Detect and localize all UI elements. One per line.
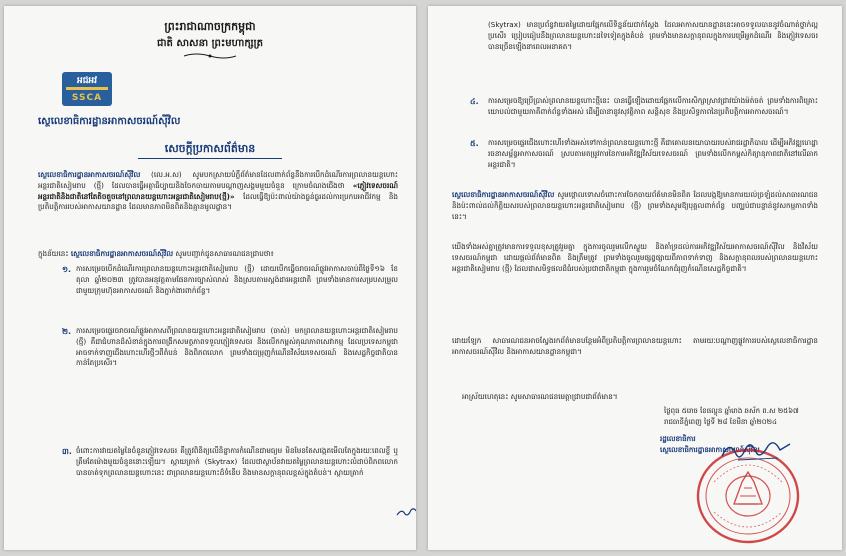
ssca-logo: [62, 72, 112, 106]
document-title: សេចក្ដីប្រកាសព័ត៌មាន: [164, 142, 256, 155]
point-number-3: ៣.: [62, 447, 72, 456]
point-3-text: ចំពោះការវាយតម្លៃនៃចំនួនភ្ញៀវទេសចរ គឺត្រូវពិនិត្យលើនិន្នាការកំណើនជាមធ្យម មិនមែនតែសង្កេតមើលតែក្នុងរយៈពេលខ្លី ឬត្រឹមតែម៉ោងមួយចំនួននោះឡើយ។ ស្កាយត្រាក់ (Skytrax) ដែលជាស្ថាប័នវាយតម្លៃព្រលានយន្តហោះលំដាប់ពិភពលោក បានចាត់ទុកព្រលានយន្តហោះនេះ ជាព្រលានយន្តហោះដ៏ទំនើប និងមានសក្ដានុពលខ្ពស់ក្នុងតំបន់។ ស្កាយត្រាក់: [76, 446, 398, 477]
lead-paragraph: [38, 249, 398, 260]
lead-suffix: សូមបញ្ជាក់ជូនសាធារណជនជ្រាបថា៖: [173, 249, 274, 258]
point-5-text: ការសម្រេចផ្ទេរជើងហោះហើរទាំងអស់ទៅកាន់ព្រលានយន្តហោះថ្មី គឺជាគោលនយោបាយរបស់រាជរដ្ឋាភិបាល ដើម្បីអភិវឌ្ឍហេដ្ឋារចនាសម្ព័ន្ធអាកាសចរណ៍ ស្របតាមតម្រូវការនៃការអភិវឌ្ឍវិស័យទេសចរណ៍ ព្រមទាំងលើកកម្ពស់កិត្យានុភាពជាតិនៅលើឆាកអន្តរជាតិ។: [488, 138, 818, 169]
signatory-title: រដ្ឋលេខាធិការ: [660, 435, 696, 443]
document-page-left: [4, 6, 416, 550]
initial-mark-icon: [396, 506, 416, 518]
title-underline: [138, 158, 282, 159]
logo-khmer-text: អជអវ: [77, 76, 97, 86]
point-number-1: ១.: [62, 265, 72, 274]
date-block: [664, 406, 840, 428]
point-number-5: ៥.: [470, 139, 479, 148]
point-1-text: ការសម្រេចបើកដំណើរការព្រលានយន្តហោះអន្តរជាតិសៀមរាប (ថ្មី) ដោយបើកធ្វើចរាចរណ៍ផ្លូវអាកាសចាប់ពីថ្ងៃទី១៦ ខែតុលា ឆ្នាំ២០២៣ ត្រូវបានអនុវត្តតាមផែនការច្បាស់លាស់ និងស្របតាមស្ដង់ដារអន្តរជាតិ ព្រមទាំងមានការសម្របសម្រួលជាមួយក្រុមហ៊ុនអាកាសចរណ៍ និងភ្នាក់ងារពាក់ព័ន្ធ។: [76, 264, 398, 295]
closing-org-name: ស្ថេលេខាធិការដ្ឋានអាកាសចរណ៍ស៊ីវិល: [452, 190, 555, 199]
point-2-text: ការសម្រេចផ្ទេរចរាចរណ៍ផ្លូវអាកាសពីព្រលានយន្តហោះអន្តរជាតិសៀមរាប (ចាស់) មកព្រលានយន្តហោះអន្តរជាតិសៀមរាប (ថ្មី) គឺជាជំហានដ៏សំខាន់ក្នុងការពង្រីកសមត្ថភាពទទួលភ្ញៀវទេសចរ និងលើកកម្ពស់គុណភាពសេវាកម្ម ដែលប្រទេសកម្ពុជាអាចទាក់ទាញជើងហោះហើរថ្មីៗពីតំបន់ និងពិភពលោក ព្រមទាំងជម្រុញកំណើនវិស័យទេសចរណ៍ និងសេដ្ឋកិច្ចជាតិបានកាន់តែប្រសើរ។: [76, 326, 398, 368]
issuing-organization: ស្ថេលេខាធិការដ្ឋានអាកាសចរណ៍ស៊ីវិល: [38, 116, 181, 127]
ornament-divider-icon: [182, 52, 238, 60]
intro-paragraph: [38, 170, 398, 213]
handwritten-signature-icon: [718, 436, 794, 466]
gregorian-date-line: រាជធានីភ្នំពេញ ថ្ងៃទី ២៨ ខែមីនា ឆ្នាំ២០២៤: [664, 418, 777, 426]
lunar-date-line: ថ្ងៃពុធ ៥រោច ខែផល្គុន ឆ្នាំរោង ឆស័ក ព.ស ២៥៦៧: [664, 407, 799, 415]
point-3-continued-text: (Skytrax) មានប្រព័ន្ធវាយតម្លៃដោយផ្អែកលើទិន្នន័យជាក់ស្ដែង ដែលអាកាសយានដ្ឋាននេះអាចទទួលបាននូវចំណាត់ថ្នាក់ល្អប្រសើរ ប្រៀបធៀបនឹងព្រលានយន្តហោះដទៃទៀតក្នុងតំបន់ ព្រមទាំងមានសក្ដានុពលក្នុងការបម្រើអ្នកដំណើរ និងភ្ញៀវទេសចរបានច្រើនឡើងនាពេលអនាគត។: [488, 20, 818, 51]
signatory-organization: ស្ថេលេខាធិការដ្ឋានអាកាសចរណ៍ស៊ីវិល: [660, 446, 760, 454]
intro-text-end: ដែលធ្វើឱ្យប៉ះពាល់យ៉ាងធ្ងន់ធ្ងរដល់ការប្រកបអាជីវកម្ម និងប្រតិបត្តិការរបស់អាកាសយានដ្ឋាន ដែលមានភាពមិនពិតនិងគ្មានមូលដ្ឋាន។: [38, 191, 398, 212]
document-page-right: [428, 6, 842, 550]
lead-prefix: ក្នុងន័យនេះ: [38, 249, 71, 258]
closing-text-1: សូមថ្កោលទោសចំពោះការចែកចាយព័ត៌មានមិនពិត ដែលបង្កឱ្យមានការយល់ច្រឡំដល់សាធារណជន និងប៉ះពាល់ដល់កិត្តិយសរបស់ព្រលានយន្តហោះអន្តរជាតិសៀមរាប (ថ្មី) ព្រមទាំងសូមឱ្យបុគ្គលពាក់ព័ន្ធ បញ្ឈប់ជាបន្ទាន់នូវសកម្មភាពទាំងនេះ។: [452, 190, 818, 221]
lead-org-name: ស្ថេលេខាធិការដ្ឋានអាកាសចរណ៍ស៊ីវិល: [70, 249, 174, 258]
logo-band: [66, 87, 108, 90]
closing-paragraph-1: [452, 190, 818, 222]
kingdom-motto-line-1: ព្រះរាជាណាចក្រកម្ពុជា: [164, 20, 256, 33]
point-number-4: ៤.: [470, 97, 479, 106]
closing-paragraph-4: អាស្រ័យហេតុនេះ សូមសាធារណជនមេត្តាជ្រាបជាព័ត៌មាន។: [462, 392, 618, 401]
closing-paragraph-3: ដោយឡែក សាធារណជនអាចស្វែងរកព័ត៌មានបន្ថែមអំពីប្រតិបត្តិការព្រលានយន្តហោះ តាមរយៈបណ្ដាញផ្លូវការរបស់ស្ថេលេខាធិការដ្ឋានអាកាសចរណ៍ស៊ីវិល និងអាកាសយានដ្ឋានកម្ពុជា។: [452, 336, 818, 356]
point-4-text: ការសម្រេចឱ្យប្រើប្រាស់ព្រលានយន្តហោះថ្មីនេះ បានធ្វើឡើងដោយផ្អែកលើការសិក្សាស្រាវជ្រាវយ៉ាងម៉ត់ចត់ ព្រមទាំងការពិគ្រោះយោបល់ជាមួយភាគីពាក់ព័ន្ធទាំងអស់ ដើម្បីធានានូវសុវត្ថិភាព សន្តិសុខ និងប្រសិទ្ធភាពនៃប្រតិបត្តិការអាកាសចរណ៍។: [488, 96, 818, 116]
intro-text: (លេ.អ.ស) សូមបកស្រាយបំភ្លឺព័ត៌មានដែលពាក់ព័ន្ធនឹងការបើកដំណើរការព្រលានយន្តហោះអន្តរជាតិសៀមរាប (ថ្មី) ដែលបានធ្វើអត្ថាធិប្បាយនិងចែកចាយតាមបណ្ដាញសង្គមមួយចំនួន ក្រោមចំណងជើងថា: [38, 170, 398, 190]
kingdom-motto-line-2: ជាតិ សាសនា ព្រះមហាក្សត្រ: [157, 38, 263, 49]
intro-org-name: ស្ថេលេខាធិការដ្ឋានអាកាសចរណ៍ស៊ីវិល: [38, 170, 141, 179]
point-number-2: ២.: [62, 327, 72, 336]
logo-latin-text: SSCA: [71, 93, 103, 103]
closing-paragraph-2: យើងទាំងអស់គ្នាត្រូវមានការទទួលខុសត្រូវរួមគ្នា ក្នុងការចូលរួមលើកស្ទួយ និងគាំទ្រដល់ការអភិវឌ្ឍវិស័យអាកាសចរណ៍ស៊ីវិល និងវិស័យទេសចរណ៍កម្ពុជា ដោយផ្ដល់ព័ត៌មានពិត និងត្រឹមត្រូវ ព្រមទាំងចូលរួមផ្សព្វផ្សាយពីភាពទាក់ទាញ និងសក្ដានុពលរបស់ព្រលានយន្តហោះអន្តរជាតិសៀមរាប (ថ្មី) ដែលជាសមិទ្ធផលដ៏ធំរបស់ប្រជាជាតិកម្ពុជា ក្នុងការរួមចំណែកជំរុញកំណើនសេដ្ឋកិច្ចជាតិ។: [452, 242, 818, 273]
intro-headline: «ភ្ញៀវទេសចរណ៍អន្តរជាតិនិងជាតិនៅតែតិចតួចនៅព្រលានយន្តហោះអន្តរជាតិសៀមរាប(ថ្មី)»: [38, 180, 398, 201]
